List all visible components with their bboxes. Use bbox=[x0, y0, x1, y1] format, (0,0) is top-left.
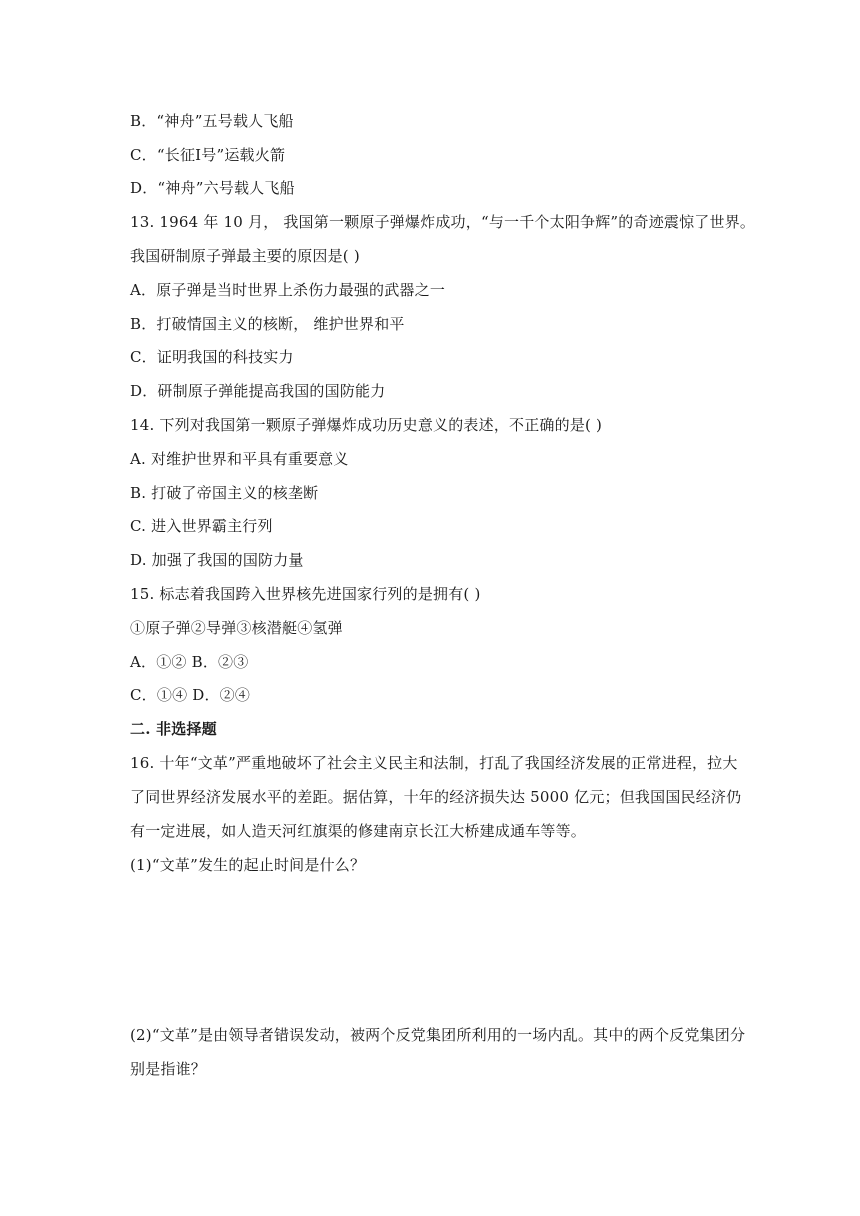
q15-stem: 15. 标志着我国跨入世界核先进国家行列的是拥有( ) bbox=[130, 585, 481, 603]
q16-line3: 有一定进展，如人造天河红旗渠的修建南京长江大桥建成通车等等。 bbox=[130, 822, 587, 840]
q14-stem: 14. 下列对我国第一颗原子弹爆炸成功历史意义的表述，不正确的是( ) bbox=[130, 416, 603, 434]
q13-stem-line1: 13. 1964 年 10 月， 我国第一颗原子弹爆炸成功，“与一千个太阳争辉”的奇迹震惊了世界。 bbox=[130, 213, 756, 231]
q14-option-d: D. 加强了我国的国防力量 bbox=[130, 551, 304, 569]
q13-option-c: C．证明我国的科技实力 bbox=[130, 348, 294, 366]
q16-sub2-line2: 别是指谁？ bbox=[130, 1060, 207, 1078]
q13-option-a: A．原子弹是当时世界上杀伤力最强的武器之一 bbox=[130, 281, 446, 299]
q14-option-c: C. 进入世界霸主行列 bbox=[130, 517, 273, 535]
q15-options-ab: A．①② B．②③ bbox=[130, 653, 249, 671]
q16-sub2-line1: (2)“文革”是由领导者错误发动，被两个反党集团所利用的一场内乱。其中的两个反党集团分 bbox=[130, 1026, 746, 1044]
section-heading: 二. 非选择题 bbox=[130, 720, 217, 738]
q13-option-b: B．打破情国主义的核断， 维护世界和平 bbox=[130, 315, 405, 333]
q12-option-d: D．“神舟”六号载人飞船 bbox=[130, 179, 295, 197]
q15-options-cd: C．①④ D．②④ bbox=[130, 686, 251, 704]
q12-option-b: B．“神舟”五号载人飞船 bbox=[130, 112, 294, 130]
q14-option-a: A. 对维护世界和平具有重要意义 bbox=[130, 450, 349, 468]
q14-option-b: B. 打破了帝国主义的核垄断 bbox=[130, 484, 319, 502]
q15-items: ①原子弹②导弹③核潜艇④氢弹 bbox=[130, 619, 343, 637]
q16-line2: 了同世界经济发展水平的差距。据估算，十年的经济损失达 5000 亿元；但我国国民经济仍 bbox=[130, 788, 742, 806]
q16-sub1: (1)“文革”发生的起止时间是什么？ bbox=[130, 856, 366, 874]
q13-option-d: D．研制原子弹能提高我国的国防能力 bbox=[130, 382, 386, 400]
q16-line1: 16. 十年“文革”严重地破坏了社会主义民主和法制，打乱了我国经济发展的正常进程，拉大 bbox=[130, 754, 738, 772]
q12-option-c: C．“长征Ⅰ号”运载火箭 bbox=[130, 146, 286, 164]
q13-stem-line2: 我国研制原子弹最主要的原因是( ) bbox=[130, 247, 360, 265]
